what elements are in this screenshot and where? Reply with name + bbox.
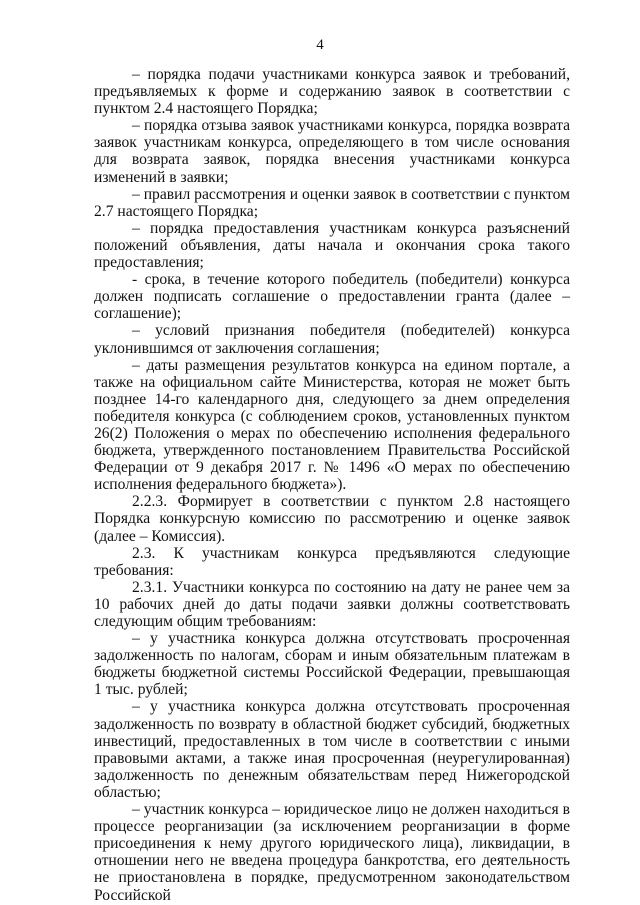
paragraph-submission-procedure: – порядка подачи участниками конкурса заявок и требований, предъявляемых к форме и содержанию заявок в соответствии с пунктом 2.4 настоящего Порядка; [94, 66, 570, 118]
paragraph-evasion-conditions: – условий признания победителя (победителей) конкурса уклонившимся от заключения соглашения; [94, 322, 570, 357]
paragraph-reorganization: – участник конкурса – юридическое лицо не должен находиться в процессе реорганизации (за исключением реорганизации в форме присоединения к нему другого юридического лица), ликвидации, в отношении него не введена процедура банкротства, его деятельность не приостановлена в порядке, предусмотренном законодательством Российской [94, 801, 570, 904]
paragraph-results-publication: – даты размещения результатов конкурса на едином портале, а также на официальном сайте Министерства, которая не может быть позднее 14-го календарного дня, следующего за днем определения победителя конкурса (с соблюдением сроков, установленных пунктом 26(2) Положения о мерах по обеспечению исполнения федерального бюджета, утвержденного постановлением Правительства Российской Федерации от 9 декабря 2017 г. № 1496 «О мерах по обеспечению исполнения федерального бюджета»). [94, 356, 570, 494]
paragraph-clarifications: – порядка предоставления участникам конкурса разъяснений положений объявления, даты начала и окончания срока такого предоставления; [94, 219, 570, 272]
paragraph-commission: 2.2.3. Формирует в соответствии с пунктом 2.8 настоящего Порядка конкурсную комиссию по рассмотрению и оценке заявок (далее – Комиссия). [94, 493, 570, 545]
page-number: 4 [316, 37, 324, 53]
paragraph-general-requirements: 2.3.1. Участники конкурса по состоянию на дату не ранее чем за 10 рабочих дней до даты подачи заявки должны соответствовать следующим общим требованиям: [94, 578, 570, 630]
document-body [94, 66, 570, 904]
paragraph-tax-debt: – у участника конкурса должна отсутствовать просроченная задолженность по налогам, сборам и иным обязательным платежам в бюджеты бюджетной системы Российской Федерации, превышающая 1 тыс. рублей; [94, 630, 570, 699]
paragraph-signing-deadline: - срока, в течение которого победитель (победители) конкурса должен подписать соглашение о предоставлении гранта (далее – соглашение); [94, 271, 570, 323]
paragraph-withdrawal-procedure: – порядка отзыва заявок участниками конкурса, порядка возврата заявок участникам конкурса, определяющего в том числе основания для возврата заявок, порядка внесения участниками конкурса изменений в заявки; [94, 117, 570, 186]
paragraph-regional-debt: – у участника конкурса должна отсутствовать просроченная задолженность по возврату в областной бюджет субсидий, бюджетных инвестиций, предоставленных в том числе в соответствии с иными правовыми актами, а также иная просроченная (неурегулированная) задолженность по денежным обязательствам перед Нижегородской областью; [94, 698, 570, 801]
paragraph-review-rules: – правил рассмотрения и оценки заявок в соответствии с пунктом 2.7 настоящего Порядка; [94, 185, 570, 220]
paragraph-requirements-intro: 2.3. К участникам конкурса предъявляются следующие требования: [94, 544, 570, 579]
